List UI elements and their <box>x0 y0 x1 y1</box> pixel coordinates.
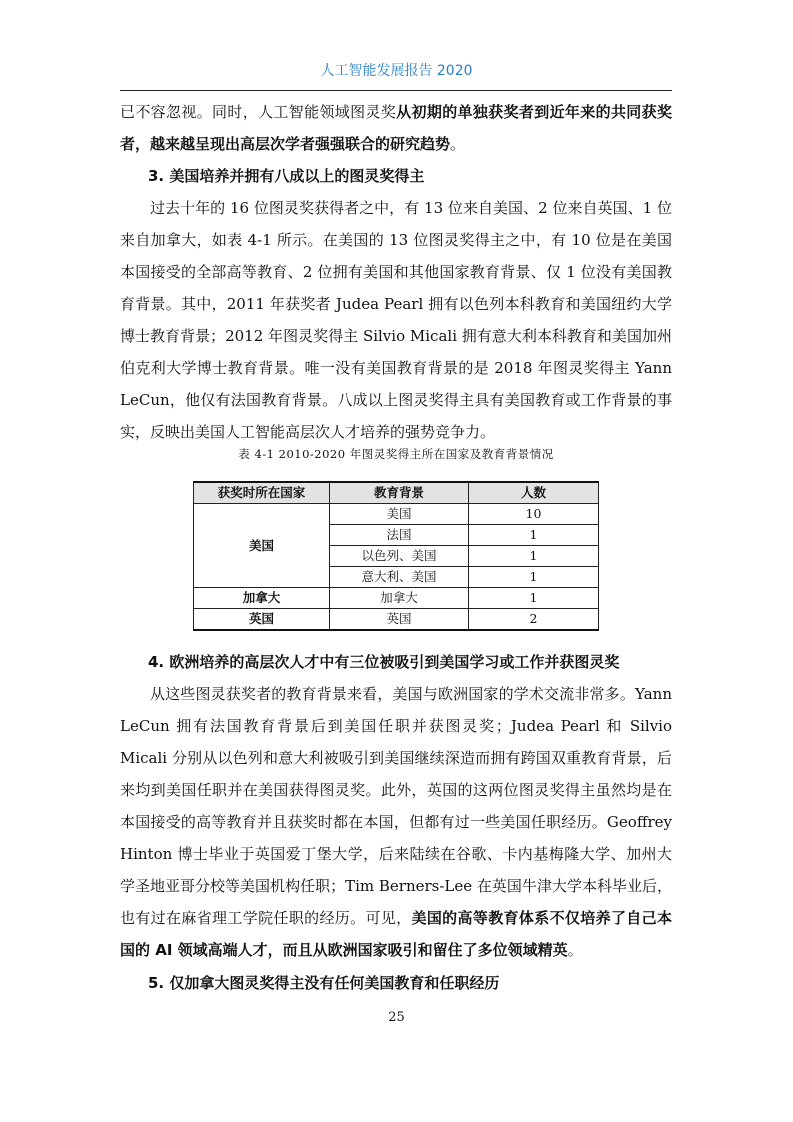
table-cell-count: 1 <box>469 525 599 546</box>
table-row <box>194 504 599 525</box>
section-4-heading: 4. 欧洲培养的高层次人才中有三位被吸引到美国学习或工作并获图灵奖 <box>148 653 620 671</box>
table-header-row <box>194 482 599 504</box>
table-cell-education: 英国 <box>330 609 469 631</box>
table-cell-education: 法国 <box>330 525 469 546</box>
paragraph-intro <box>120 96 672 160</box>
header-divider <box>120 90 672 91</box>
table-cell-education: 美国 <box>330 504 469 525</box>
page-number: 25 <box>388 1010 405 1025</box>
table-cell-count: 1 <box>469 546 599 567</box>
paragraph-intro-end: 。 <box>450 135 466 153</box>
section-4-body-text: 从这些图灵获奖者的教育背景来看，美国与欧洲国家的学术交流非常多。Yann LeCun 拥有法国教育背景后到美国任职并获图灵奖；Judea Pearl 和 Silvio Micali 分别从以色列和意大利被吸引到美国继续深造而拥有跨国双重教育背景，后来均到美国任职并在美国获得图灵奖。此外，英国的这两位图灵奖得主虽然均是在本国接受的高等教育并且获奖时都在本国，但都有过一些美国任职经历。Geoffrey Hinton 博士毕业于英国爱丁堡大学，后来陆续在谷歌、卡内基梅隆大学、加州大学圣地亚哥分校等美国机构任职；Tim Berners-Lee 在英国牛津大学本科毕业后，也有过在麻省理工学院任职的经历。可见， <box>120 685 672 927</box>
header-title: 人工智能发展报告 2020 <box>320 63 473 79</box>
table-cell-education: 加拿大 <box>330 588 469 609</box>
table-cell-education: 意大利、美国 <box>330 567 469 588</box>
table-header-country: 获奖时所在国家 <box>194 482 330 504</box>
section-4-body-bold: 美国的高等教育体系不仅培养了自己本国的 AI 领域高端人才，而且从欧洲国家吸引和留住了多位领域精英 <box>120 909 672 959</box>
table-cell-country: 英国 <box>194 609 330 631</box>
paragraph-intro-text: 已不容忽视。同时，人工智能领域图灵奖 <box>120 103 397 121</box>
section-3-body: 过去十年的 16 位图灵奖获得者之中，有 13 位来自美国、2 位来自英国、1 位来自加拿大，如表 4-1 所示。在美国的 13 位图灵奖得主之中，有 10 位是在美国本国接受的全部高等教育、2 位拥有美国和其他国家教育背景、仅 1 位没有美国教育背景。其中，2011 年获奖者 Judea Pearl 拥有以色列本科教育和美国纽约大学博士教育背景；2012 年图灵奖得主 Silvio Micali 拥有意大利本科教育和美国加州伯克利大学博士教育背景。唯一没有美国教育背景的是 2018 年图灵奖得主 Yann LeCun，他仅有法国教育背景。八成以上图灵奖得主具有美国教育或工作背景的事实，反映出美国人工智能高层次人才培养的强势竞争力。 <box>120 199 672 441</box>
section-4-body <box>120 678 672 966</box>
table-cell-count: 2 <box>469 609 599 631</box>
table-cell-count: 10 <box>469 504 599 525</box>
table-header-count: 人数 <box>469 482 599 504</box>
table-cell-country: 美国 <box>194 504 330 588</box>
turing-award-table <box>193 481 599 631</box>
paragraph-intro-bold: 从初期的单独获奖者到近年来的共同获奖者，越来越呈现出高层次学者强强联合的研究趋势 <box>120 103 672 153</box>
table-cell-education: 以色列、美国 <box>330 546 469 567</box>
table-row <box>194 588 599 609</box>
table-header-education: 教育背景 <box>330 482 469 504</box>
section-3-heading: 3. 美国培养并拥有八成以上的图灵奖得主 <box>148 167 425 185</box>
section-4-body-end: 。 <box>567 941 583 959</box>
table-cell-country: 加拿大 <box>194 588 330 609</box>
table-cell-count: 1 <box>469 588 599 609</box>
table-row <box>194 609 599 631</box>
table-cell-count: 1 <box>469 567 599 588</box>
table-caption: 表 4-1 2010-2020 年图灵奖得主所在国家及教育背景情况 <box>238 447 554 461</box>
section-5-heading: 5. 仅加拿大图灵奖得主没有任何美国教育和任职经历 <box>148 974 500 992</box>
